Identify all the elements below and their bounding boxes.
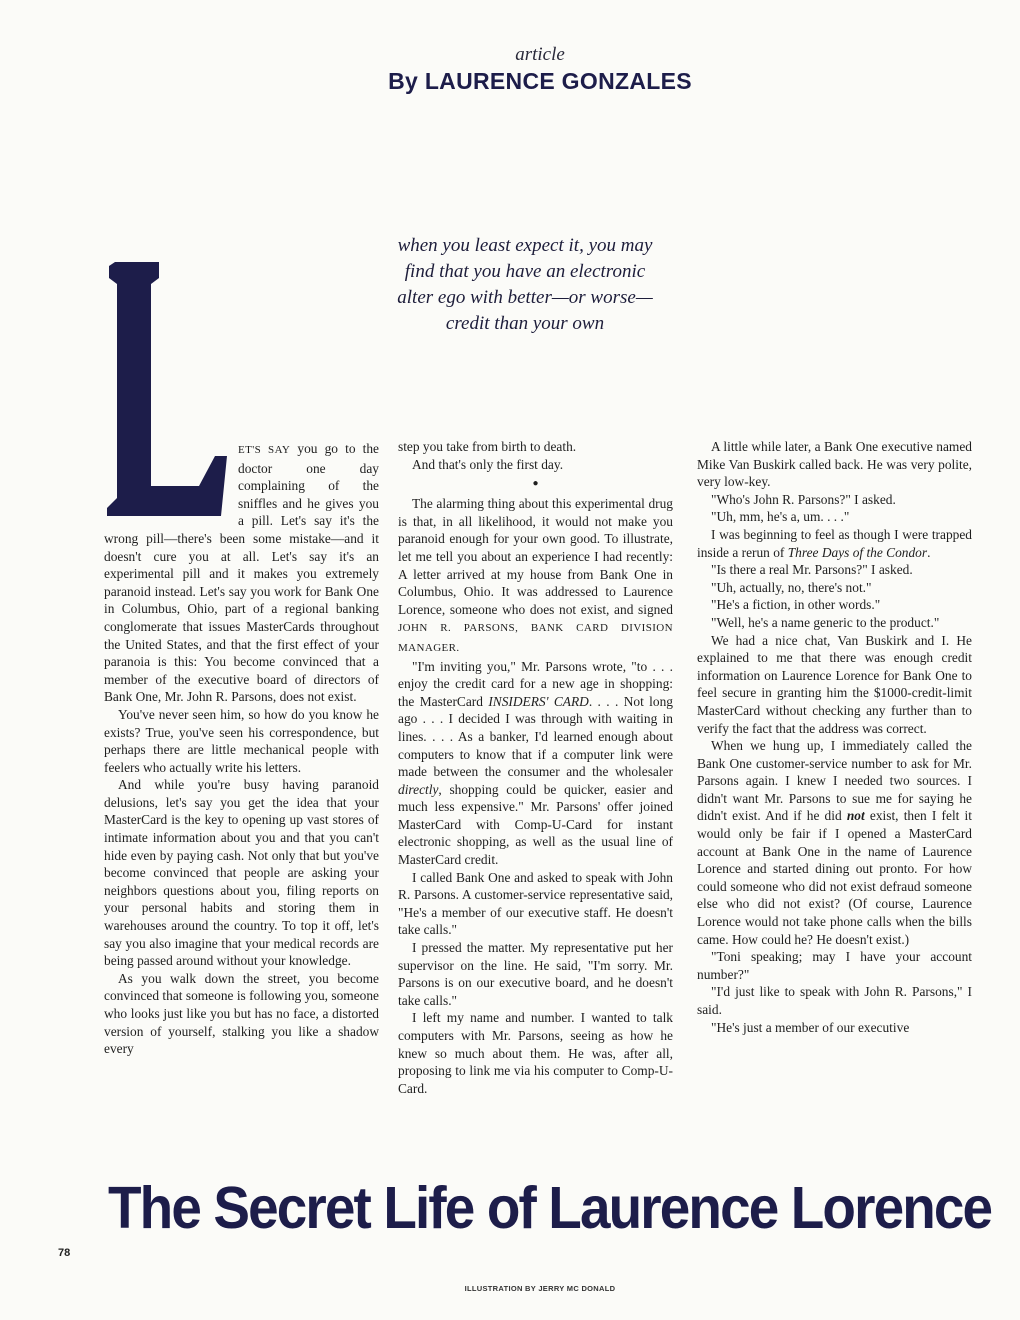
deck-line: credit than your own [445,313,605,334]
paragraph-text: When we hung up, I immediately called the Bank One customer-service number to ask for Mr. Parsons again. I knew I needed two sources. I didn't want Mr. Parsons to sue me for saying he didn't exist. And if he did [697,738,972,824]
italic-text: Three Days of the Condor [787,544,928,560]
section-kicker: article [515,44,565,65]
paragraph: And that's only the first day. [412,456,564,472]
paragraph: "I'd just like to speak with John R. Parsons," I said. [697,984,972,1017]
paragraph: I left my name and number. I wanted to talk computers with Mr. Parsons, seeing as how he knew so much about them. He was, after all, proposing to link me via his computer to Comp-U-Card. [398,1010,673,1096]
page-number: 78 [58,1247,71,1259]
paragraph-text: . [927,544,931,560]
lead-in-caps: ET'S SAY [238,444,291,456]
illustration-credit: ILLUSTRATION BY JERRY MC DONALD [464,1284,616,1293]
paragraph: We had a nice chat, Van Buskirk and I. He explained to me that there was enough credit information on Laurence Lorence for Bank One to feel secure in granting him the $1000-credit-limit MasterCard without checking any further than to verify the fact that the address was correct. [697,632,972,736]
paragraph-text: I was beginning to feel as though I were trapped inside a rerun of [697,526,972,560]
paragraph: You've never seen him, so how do you know he exists? True, you've seen his correspondence, but perhaps there are little mechanical people with feelers who actually write his letters. [104,706,379,775]
paragraph: And while you're busy having paranoid delusions, let's say you get the idea that your MasterCard is the key to opening up vast stores of intimate information about you and that you can't hide even by paying cash. Not only that but you've become convinced that people are asking your neighbors questions about you, filing reports on your personal habits and storing them in warehouses around the country. To top it off, let's say you also imagine that your medical records are being passed around without your knowledge. [104,777,379,969]
paragraph: "Well, he's a name generic to the product." [711,614,940,630]
paragraph: "Who's John R. Parsons?" I asked. [711,491,896,507]
section-break-bullet: ● [532,478,539,490]
article-column-1 [104,440,379,1058]
paragraph [697,737,972,948]
article-column-3 [697,438,972,1036]
article-column-2 [398,438,673,1097]
paragraph-text: "I'm inviting you," Mr. Parsons wrote, "to . . . enjoy the credit card for a new age in shopping: the MasterCard [398,658,673,709]
paragraph-text: exist, then I felt it would only be fair if I opened a MasterCard account at Bank One in the name of Laurence Lorence and started dining out pronto. For how could someone who did not exist defraud someone else who did not exist? (Of course, Laurence Lorence would not take phone calls when the bills came. How could he? He doesn't exist.) [697,808,972,947]
italic-text: not [846,808,865,824]
paragraph: step you take from birth to death. [398,439,577,454]
paragraph: "Uh, mm, he's a, um. . . ." [711,509,850,525]
deck-line: when you least expect it, you may [397,235,653,256]
paragraph: I called Bank One and asked to speak with John R. Parsons. A customer-service representative said, "He's a member of our executive staff. He doesn't take calls." [398,869,673,938]
paragraph: "Toni speaking; may I have your account number?" [697,949,972,982]
paragraph-text: , shopping could be quicker, easier and much less expensive." Mr. Parsons' offer joined MasterCard with Comp-U-Card for instant electronic shopping, as well as the usual line of MasterCard credit. [398,781,673,868]
paragraph-text: The alarming thing about this experimental drug is that, in all likelihood, it would not make you paranoid enough for your own good. To illustrate, let me tell you about an experience I had recently: A letter arrived at my house from Bank One in Columbus, Ohio. It was addressed to Laurence Lorence, someone who does not exist, and signed [398,496,673,617]
byline: By LAURENCE GONZALES [388,68,692,94]
paragraph: A little while later, a Bank One executive named Mike Van Buskirk called back. He was very polite, very low-key. [697,439,972,490]
deck-subtitle [370,233,680,337]
signature-caps: JOHN R. PARSONS, BANK CARD DIVISION MANAGER. [398,622,673,654]
paragraph: "Is there a real Mr. Parsons?" I asked. [711,562,913,578]
italic-text: INSIDERS' CARD [488,693,589,709]
paragraph: "He's just a member of our executive [711,1019,910,1035]
paragraph: "He's a fiction, in other words." [711,597,881,613]
paragraph [398,658,673,869]
article-title: The Secret Life of Laurence Lorence [108,1175,992,1241]
paragraph: "Uh, actually, no, there's not." [711,579,872,595]
paragraph: I pressed the matter. My representative put her supervisor on the line. He said, "I'm sorry. Mr. Parsons is on our executive board, and he doesn't take calls." [398,940,673,1008]
italic-text: directly [398,781,439,797]
drop-cap-spacer [104,440,238,527]
paragraph [697,526,972,561]
deck-line: alter ego with better—or worse— [397,287,653,308]
paragraph: As you walk down the street, you become convinced that someone is following you, someone who looks just like you but has no face, a distorted version of yourself, stalking you like a shadow every [104,970,379,1057]
paragraph [398,495,673,657]
deck-line: find that you have an electronic [404,261,646,282]
paragraph-text: . . . . Not long ago . . . I decided I was through with waiting in lines. . . . As a banker, I'd learned enough about computers to know that if a computer link were made between the consumer and the wholesaler [398,693,673,780]
paragraph-text: you go to the doctor one day complaining of the sniffles and he gives you a pill. Let's say it's the wrong pill—there's been some mistake—and it doesn't cure you at all. Let's say it's an experimental pill and it makes you extremely paranoid instead. Let's say you work for Bank One in Columbus, Ohio, part of a regional banking conglomerate that issues MasterCards throughout the United States, and that the first effect of your paranoia is this: You become convinced that a member of the executive board of directors of Bank One, Mr. John R. Parsons, does not exist. [104,441,379,705]
